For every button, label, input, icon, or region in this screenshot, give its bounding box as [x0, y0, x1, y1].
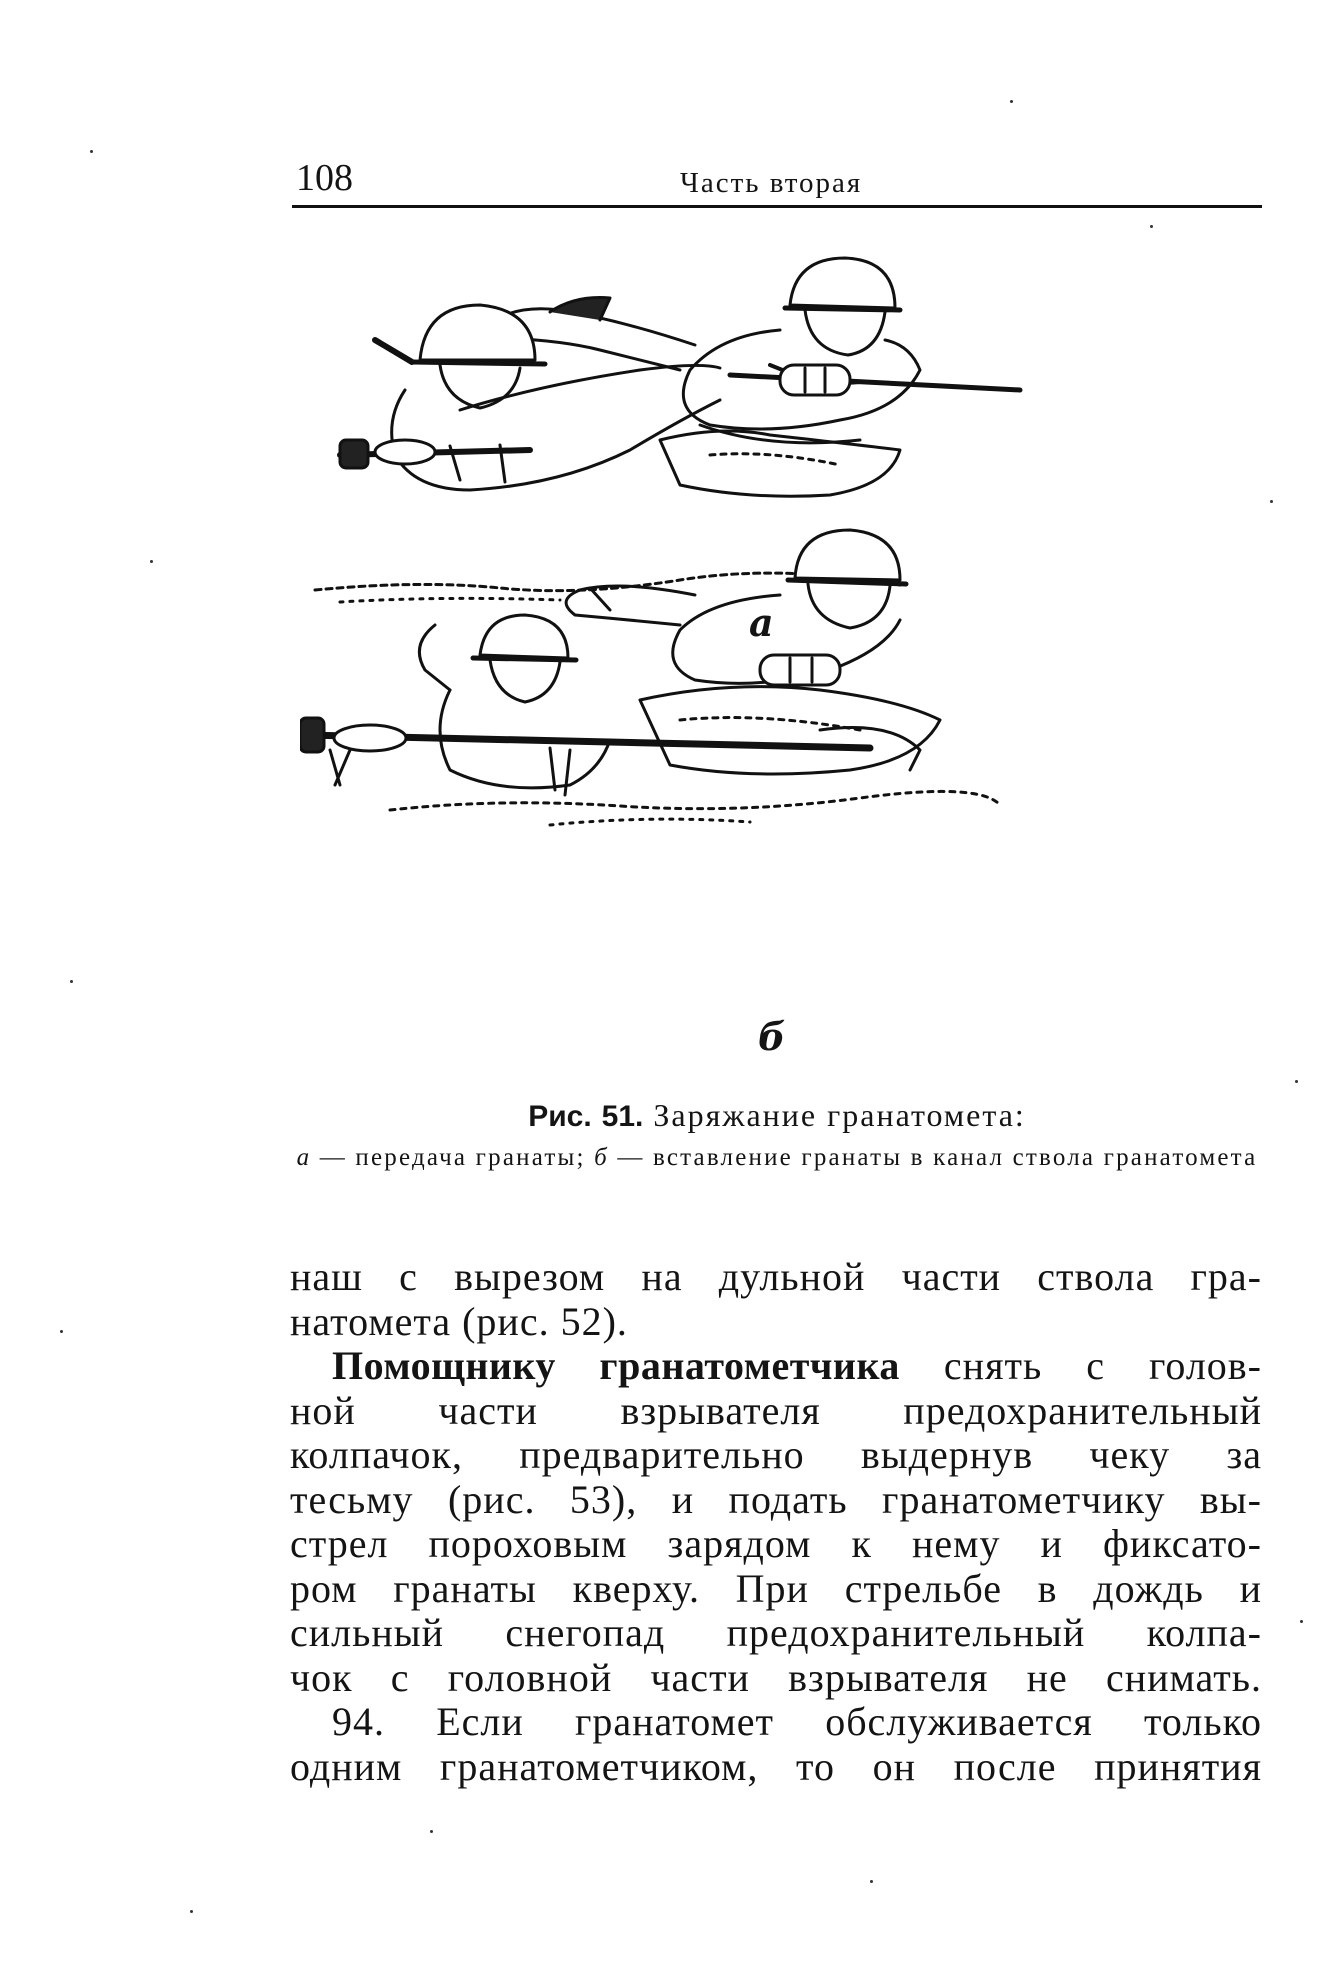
legend-a-letter: а: [296, 1144, 312, 1171]
legend-a-text: — передача гранаты;: [319, 1144, 586, 1171]
text-line: одним гранатометчиком, то он после принятия: [290, 1743, 1262, 1789]
bold-term: Помощнику гранатометчика: [332, 1343, 900, 1388]
text-line: тесьму (рис. 53), и подать гранатометчику вы-: [290, 1476, 1262, 1522]
figure-illustration: [300, 250, 1260, 1060]
text-line: ром гранаты кверху. При стрельбе в дождь и: [290, 1565, 1262, 1611]
page-header: [292, 158, 1262, 208]
legend-b-text: — вставление гранаты в канал ствола: [617, 1144, 1096, 1171]
paragraph-2: [290, 1344, 1262, 1700]
text-line: наш с вырезом на дульной части ствола гра-: [290, 1254, 1262, 1299]
text-line: стрел пороховым зарядом к нему и фиксато-: [290, 1521, 1262, 1566]
paragraph-1: [290, 1255, 1262, 1344]
page-number: 108: [296, 157, 353, 199]
text-line: колпачок, предварительно выдернув чеку за: [290, 1432, 1262, 1477]
text-line: ной части взрывателя предохранительный: [290, 1387, 1262, 1433]
figure-caption: [292, 1095, 1262, 1173]
caption-prefix: Рис.: [528, 1100, 592, 1133]
body-text: [290, 1255, 1262, 1789]
caption-title: Заряжание гранатомета:: [653, 1097, 1026, 1133]
legend-b-cont: гранатомета: [1103, 1144, 1258, 1171]
panel-a-drawing: [315, 258, 1020, 602]
caption-legend: [292, 1143, 1262, 1173]
panel-b-label: б: [758, 1014, 786, 1059]
legend-b-letter: б: [594, 1144, 609, 1171]
text-line: 94. Если гранатомет обслуживается только: [332, 1699, 1262, 1744]
text-line: натомета (рис. 52).: [290, 1298, 628, 1344]
figure-51: [300, 250, 1260, 1060]
caption-title-line: [292, 1095, 1262, 1137]
header-rule: [292, 205, 1262, 208]
text-run: снять с голов-: [899, 1343, 1263, 1388]
caption-number: 51.: [601, 1100, 644, 1133]
panel-a-label: а: [749, 600, 774, 645]
panel-b-drawing: [300, 530, 1000, 825]
text-line: [290, 1344, 1262, 1389]
paragraph-3: [290, 1700, 1262, 1789]
text-line: сильный снегопад предохранительный колпа-: [290, 1610, 1262, 1655]
text-line: чок с головной части взрывателя не снимать.: [290, 1654, 1262, 1700]
running-title: Часть вторая: [680, 167, 863, 199]
